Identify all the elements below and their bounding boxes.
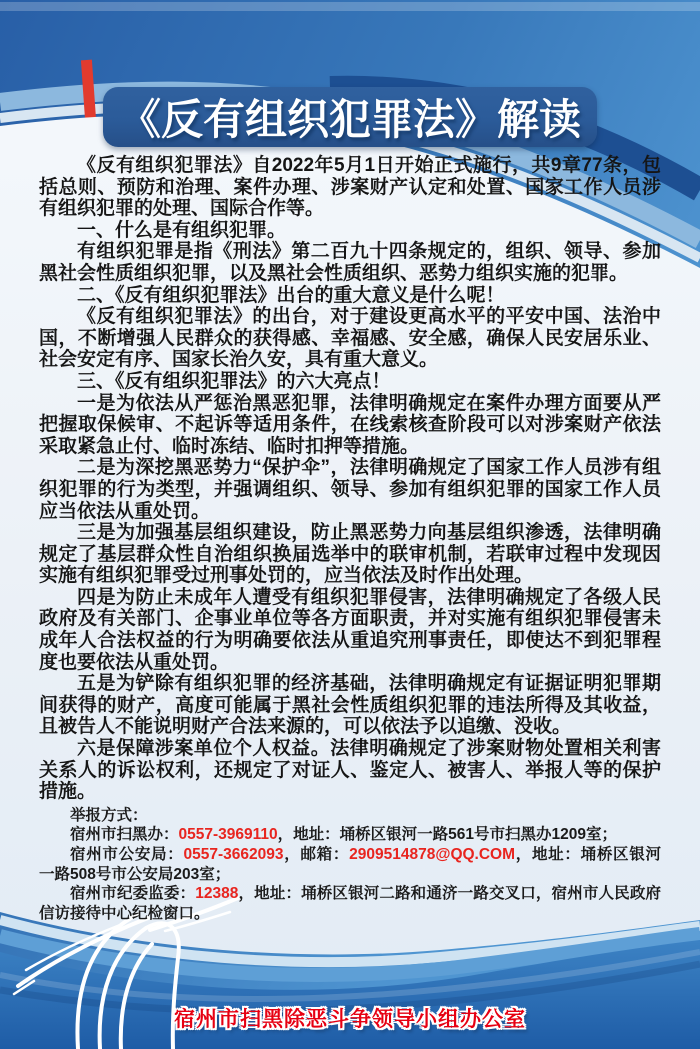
body-paragraph: 《反有组织犯罪法》的出台，对于建设更高水平的平安中国、法治中国，不断增强人民群众的获得感、幸福感、安全感，确保人民安居乐业、社会安定有序、国家长治久安，具有重大意义。 xyxy=(39,306,661,371)
phone-number: 12388 xyxy=(195,885,239,903)
org-name: 宿州市公安局： xyxy=(70,846,184,863)
address-text: ，地址：埇桥区银河一路508号市公安局203室； xyxy=(39,846,661,883)
phone-number: 0557-3969110 xyxy=(178,826,278,844)
org-name: 宿州市扫黑办： xyxy=(70,826,179,844)
section-heading: 一、什么是有组织犯罪。 xyxy=(77,219,287,241)
report-method-label: 举报方式： xyxy=(70,806,148,824)
body-paragraph: 三是为加强基层组织建设，防止黑恶势力向基层组织渗透，法律明确规定了基层群众性自治组织换届选举中的联审机制，若联审过程中发现因实施有组织犯罪受过刑事处罚的，应当依法及时作出处理。 xyxy=(39,522,661,587)
report-entry-discipline-commission xyxy=(39,884,661,923)
email-address: 2909514878@QQ.COM xyxy=(349,846,516,863)
phone-number: 0557-3662093 xyxy=(183,846,284,863)
body-paragraph: 四是为防止未成年人遭受有组织犯罪侵害，法律明确规定了各级人民政府及有关部门、企事业单位等各方面职责，并对实施有组织犯罪侵害未成年人合法权益的行为明确要依法从重追究刑事责任，即使达不到犯罪程度也要依法从重处罚。 xyxy=(39,586,661,673)
title-banner xyxy=(103,87,597,147)
report-entry-saohei-office xyxy=(39,825,661,845)
body-paragraph: 六是保障涉案单位个人权益。法律明确规定了涉案财物处置相关利害关系人的诉讼权利，还规定了对证人、鉴定人、被害人、举报人等的保护措施。 xyxy=(39,738,661,803)
report-entry-public-security xyxy=(39,845,661,884)
section-heading: 三、《反有组织犯罪法》的六大亮点！ xyxy=(77,370,391,392)
address-text: ，地址：埇桥区银河二路和通济一路交叉口，宿州市人民政府信访接待中心纪检窗口。 xyxy=(39,885,661,922)
body-paragraph: 五是为铲除有组织犯罪的经济基础，法律明确规定有证据证明犯罪期间获得的财产，高度可能属于黑社会性质组织犯罪的违法所得及其收益，且被告人不能说明财产合法来源的，可以依法予以追缴、没收。 xyxy=(39,673,661,738)
body-paragraph: 有组织犯罪是指《刑法》第二百九十四条规定的，组织、领导、参加黑社会性质组织犯罪，以及黑社会性质组织、恶势力组织实施的犯罪。 xyxy=(39,241,661,284)
page-title: 《反有组织犯罪法》解读 xyxy=(118,96,581,143)
body-paragraph: 一是为依法从严惩治黑恶犯罪，法律明确规定在案件办理方面要从严把握取保候审、不起诉等适用条件，在线索核查阶段可以对涉案财产依法采取紧急止付、临时冻结、临时扣押等措施。 xyxy=(39,392,661,457)
content-body xyxy=(39,155,661,923)
org-name: 宿州市纪委监委： xyxy=(70,885,196,903)
body-paragraph: 《反有组织犯罪法》自2022年5月1日开始正式施行，共9章77条，包括总则、预防和治理、案件办理、涉案财产认定和处置、国家工作人员涉有组织犯罪的处理、国际合作等。 xyxy=(39,155,661,220)
body-paragraph: 二是为深挖黑恶势力“保护伞”，法律明确规定了国家工作人员涉有组织犯罪的行为类型，并强调组织、领导、参加有组织犯罪的国家工作人员应当依法从重处罚。 xyxy=(39,457,661,522)
address-text: ，地址：埇桥区银河一路561号市扫黑办1209室； xyxy=(277,826,618,844)
footer-organization: 宿州市扫黑除恶斗争领导小组办公室 xyxy=(174,1008,526,1031)
section-heading: 二、《反有组织犯罪法》出台的重大意义是什么呢！ xyxy=(77,284,505,306)
email-label: ，邮箱： xyxy=(283,846,350,863)
report-section xyxy=(39,806,661,924)
